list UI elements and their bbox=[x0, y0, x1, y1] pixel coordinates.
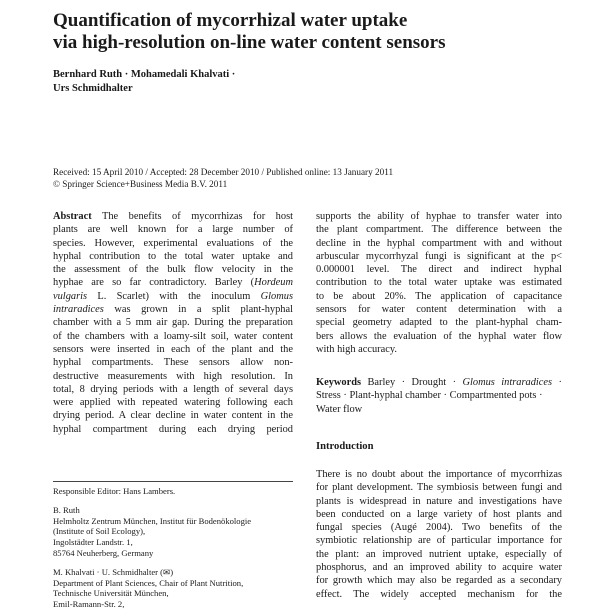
author-affiliation-name: B. Ruth bbox=[53, 504, 80, 515]
abstract-line: decline in the hyphal compartment with and without bbox=[316, 237, 562, 249]
abstract-line: supports the ability of hyphae to transfer water into bbox=[316, 211, 562, 222]
intro-line: phosphorus, and an improved ability to acquire water bbox=[316, 562, 562, 574]
author-affiliation-name: M. Khalvati · U. Schmidhalter (✉) bbox=[53, 566, 174, 577]
publication-dates bbox=[53, 166, 593, 190]
affiliation-line: Helmholtz Zentrum München, Institut für Bodenökologie bbox=[53, 515, 252, 526]
abstract-line: 0.000001 level. The direct and indirect hyphal bbox=[316, 264, 562, 276]
keywords-line: Stress · Plant-hyphal chamber · Compartmented pots · bbox=[316, 390, 543, 402]
abstract-line: with high accuracy. bbox=[316, 343, 397, 355]
authors-line-1: Bernhard Ruth · Mohamedali Khalvati · bbox=[53, 69, 236, 80]
copyright-line: © Springer Science+Business Media B.V. 2011 bbox=[53, 179, 228, 189]
introduction-body bbox=[316, 468, 562, 601]
affiliation-line: Department of Plant Sciences, Chair of Plant Nutrition, bbox=[53, 577, 244, 588]
abstract-line: were applied with repeated watering following each bbox=[53, 397, 293, 409]
title-line-1: Quantification of mycorrhizal water uptake bbox=[53, 10, 408, 31]
abstract-line: vulgaris L. Scarlet) with the inoculum Glomus bbox=[53, 290, 293, 302]
abstract-line: hyphal contribution to the total water uptake and bbox=[53, 250, 293, 262]
authors-line-2: Urs Schmidhalter bbox=[53, 83, 133, 94]
abstract-line: total, 8 drying periods with a length of several days bbox=[53, 383, 293, 395]
footnote-gap bbox=[53, 497, 293, 505]
intro-line: effect. The widely accepted mechanism for the bbox=[316, 588, 562, 600]
abstract-right-column bbox=[316, 210, 562, 356]
abstract-line: hyphae are so far contradictory. Barley (Hordeum bbox=[53, 277, 293, 289]
abstract-line: hyphal compartments. These sensors allow non- bbox=[53, 357, 293, 369]
intro-line: been conducted on a large variety of host plants and bbox=[316, 508, 562, 520]
abstract-line: sensors for water content determination with a bbox=[316, 304, 562, 316]
abstract-label: Abstract bbox=[53, 211, 92, 222]
abstract-line: intraradices was grown in a split plant-hyphal bbox=[53, 304, 293, 316]
abstract-line: drying period. A clear decline in water content in the bbox=[53, 410, 293, 422]
abstract-line: sensors were inserted in each of the plant and the bbox=[53, 343, 293, 355]
abstract-line: hyphal compartment during each drying period bbox=[53, 423, 293, 435]
title-line-2: via high-resolution on-line water content sensors bbox=[53, 32, 446, 53]
abstract-line: Abstract The benefits of mycorrhizas for host bbox=[53, 211, 293, 222]
abstract-line: the plant compartment. The difference between the bbox=[316, 224, 562, 236]
intro-line: fungal species (Augé 2004). Two benefits of the bbox=[316, 522, 562, 534]
responsible-editor: Responsible Editor: Hans Lambers. bbox=[53, 486, 176, 496]
intro-line: plants is widespread in nature and investigations have bbox=[316, 495, 562, 507]
footnote-divider bbox=[53, 481, 293, 482]
footnote-gap bbox=[53, 559, 293, 567]
received-accepted-dates: Received: 15 April 2010 / Accepted: 28 December 2010 / Published online: 13 January 2011 bbox=[53, 167, 394, 177]
intro-line: the plant: an improved nutrient uptake, especially of bbox=[316, 548, 562, 560]
abstract-left-column bbox=[53, 210, 293, 436]
introduction-heading: Introduction bbox=[316, 441, 374, 452]
paper-title bbox=[53, 10, 573, 54]
intro-line: There is no doubt about the importance of mycorrhizas bbox=[316, 469, 562, 480]
abstract-line: chamber with a 5 mm air gap. During the preparation bbox=[53, 317, 293, 329]
abstract-line: special geometry adapted to the plant-hyphal cham- bbox=[316, 317, 562, 329]
affiliation-line: Ingolstädter Landstr. 1, bbox=[53, 537, 133, 548]
intro-line: for plant development. The symbiosis between fungi and bbox=[316, 482, 562, 494]
abstract-line: species. However, experimental evaluations of the bbox=[53, 237, 293, 249]
intro-line: for growth which may also be regarded as a secondary bbox=[316, 575, 562, 587]
affiliation-line: (Institute of Soil Ecology), bbox=[53, 526, 146, 537]
keywords-label: Keywords bbox=[316, 377, 362, 388]
abstract-line: arbuscular mycorrhyzal fungi is significant at the p< bbox=[316, 250, 562, 262]
keywords-line: Keywords Barley · Drought · Glomus intraradices · bbox=[316, 377, 562, 388]
affiliation-line: 85764 Neuherberg, Germany bbox=[53, 547, 154, 558]
intro-line: symbiotic relationship are of particular importance for bbox=[316, 535, 562, 547]
abstract-line: destructive measurements with high resolution. In bbox=[53, 370, 293, 382]
keywords bbox=[316, 376, 562, 416]
abstract-line: the assessment of the bulk flow velocity in the bbox=[53, 264, 293, 276]
footnotes bbox=[53, 486, 293, 610]
abstract-line: contribution to the total water uptake was estimated bbox=[316, 277, 562, 289]
affiliation-line: Emil-Ramann-Str. 2, bbox=[53, 599, 125, 610]
author-list bbox=[53, 68, 573, 96]
abstract-line: to be about 20%. The application of capacitance bbox=[316, 290, 562, 302]
abstract-line: bers allows the evaluation of the hyphal water flow bbox=[316, 330, 562, 342]
abstract-line: of the chambers with a loamy-silt soil, water content bbox=[53, 330, 293, 342]
keywords-line: Water flow bbox=[316, 403, 363, 415]
abstract-line: plants are well known for a large number of bbox=[53, 224, 293, 236]
affiliation-line: Technische Universität München, bbox=[53, 588, 169, 599]
